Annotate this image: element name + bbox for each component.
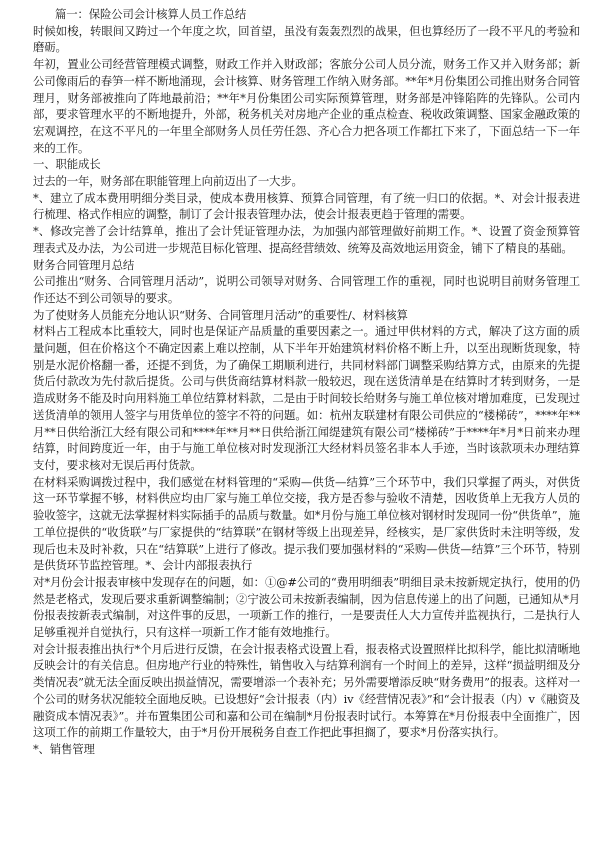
paragraph-year-overview: 年初，置业公司经营管理模式调整，财政工作并入财政部；客旅分公司人员分流，财务工作又并入财务部；新公司像雨后的春笋一样不断地涌现，会计核算、财务管理工作纳入财务部。**年*月份集团公司推出财务合同管理月，财务部被推向了阵地最前沿；**年*月份集团公司实际预算管理，财务部是冲锋陷阵的先锋队。公司内部，要求管理水平的不断地提升，外部，税务机关对房地产企业的重点检查、税收政策调整、国家金融政策的宏观调控，在这不平凡的一年里全部财务人员任劳任怨、齐心合力把各项工作都扛下来了，下面总结一下一年来的工作。	[33, 57, 580, 155]
section-heading-functions: 一、职能成长	[33, 157, 101, 172]
paragraph-settlement: *、修改完善了会计结算单，推出了会计凭证管理办法，为加强内部管理做好前期工作。*、设置了资金预算管理表式及办法，为公司进一步规范目标化管理、提高经营绩效、统筹及高效地运用资金，铺下了精良的基础。	[33, 224, 580, 255]
paragraph-intro: 时候如梭，转眼间又跨过一个年度之坎，回首望，虽没有轰轰烈烈的战果，但也算经历了一段不平凡的考验和磨砺。	[33, 23, 580, 55]
paragraph-procurement: 在材料采购调拨过程中，我们感觉在材料管理的“采购—供货—结算”三个环节中，我们只掌握了两头，对供货这一环节掌握不够，材料供应均由厂家与施工单位交接，我方是否参与验收不清楚，因收货单上无我方人员的验收签字，这就无法掌握材料实际插手的品质与数量。如*月份与施工单位核对钢材时发现同一份“供货单”，施工单位提供的“收货联”与厂家提供的“结算联”在钢材等级上出现差异，经核实，是厂家供货时未注明等级，发现后也未及时补救，只在“结算联”上进行了修改。提示我们要加强材料的“采购—供货—结算”三个环节，特别是供货环节监控管理。*、会计内部报表执行	[33, 474, 580, 573]
paragraph-cost-catalog: *、建立了成本费用明细分类目录，使成本费用核算、预算合同管理，有了统一归口的依据。*、对会计报表进行梳理、格式作相应的调整，制订了会计报表管理办法，使会计报表更趋于管理的需要。	[33, 190, 580, 222]
document-title: 篇一：保险公司会计核算人员工作总结	[55, 7, 247, 21]
paragraph-materials-heading: 为了使财务人员能充分地认识“财务、合同管理月活动”的重要性/、材料核算	[33, 307, 408, 322]
section-heading-sales: *、销售管理	[33, 741, 95, 756]
paragraph-report-issues: 对*月份会计报表审核中发现存在的问题，如：①@#公司的“费用明细表”明细目录未按新规定执行，使用的仍然是老格式，发现后要求重新调整编制；②宁波公司未按新表编制，因为信息传递上的出了问题，已通知从*月份报表按新表式编制，对这件事的反思，一项新工作的推行，一是要责任人大力宣传并监视执行，二是执行人足够重视并自觉执行，只有这样一项新工作才能有效地推行。	[33, 574, 580, 640]
paragraph-contract-month: 公司推出“财务、合同管理月活动”，说明公司领导对财务、合同管理工作的重视，同时也说明目前财务管理工作还达不到公司领导的要求。	[33, 274, 580, 305]
section-heading-contract-month: 财务合同管理月总结	[33, 257, 135, 272]
paragraph-report-feedback: 对会计报表推出执行*个月后进行反馈，在会计报表格式设置上看，报表格式设置照样比拟科学，能比拟清晰地反映会计的有关信息。但房地产行业的特殊性，销售收入与结算利润有一个时间上的差异，这样“损益明细及分类情况表”就无法全面反映出损益情况，需要增添一个表补充；另外需要增添反映“财务费用”的报表。这样对一个公司的财务状况能较全面地反映。已设想好“会计报表（内）iv《经营情况表》”和“会计报表（内）v《融资及融资成本情况表》”。并布置集团公司和嘉和公司在编制*月份报表时试行。本筹算在*月份报表中全面推广，因这项工作的前期工作量较大，由于*月份开展税务自查工作把此事担搁了，要求*月份落实执行。	[33, 641, 580, 740]
paragraph-functions-intro: 过去的一年，财务部在职能管理上向前迈出了一大步。	[33, 174, 303, 189]
paragraph-materials: 材料占工程成本比重较大，同时也是保证产品质量的重要因素之一。通过甲供材料的方式，解决了这方面的质量问题，但在价格这个不确定因素上难以控制，从下半年开始建筑材料价格不断上升，以至出现断货现象，特别是水泥价格翻一番，还提不到货，为了确保工期顺利进行，共同材料部门调整采购结算方式，由原来的先提货后付款改为先付款后提货。公司与供货商结算材料款一般较迟，现在送货清单是在结算时才转到财务，一是造成财务不能及时向用料施工单位结算材料款，二是由于时间较长给财务与施工单位核对增加难度，已发现过送货清单的领用人签字与用货单位的签字不符的问题。如：杭州友联建材有限公司供应的“楼梯砖”，****年**月**日供给浙江大经有限公司和****年**月**日供给浙江闻缇建筑有限公司“楼梯砖”于****年*月*日前来办理结算，时间跨度近一年，由于与施工单位核对时发现浙江大经材料员签名非本人手迹，当时该款项未办理结算支付，要求核对无误后再付货款。	[33, 324, 580, 472]
